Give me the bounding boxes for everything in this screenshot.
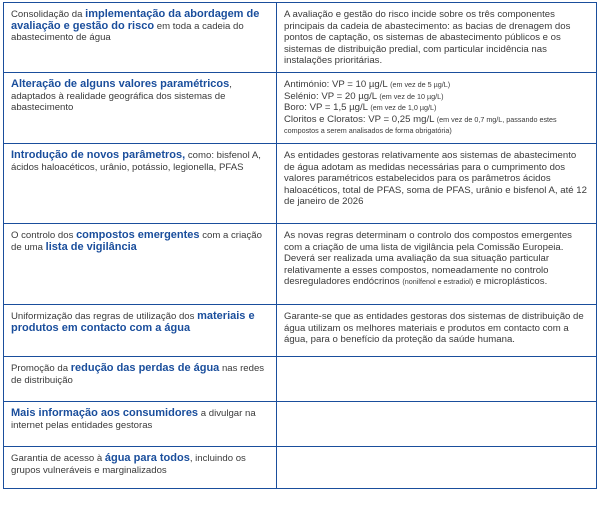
highlighted-text: Introdução de novos parâmetros, — [11, 149, 186, 161]
highlighted-text: Alteração de alguns valores paramétricos — [11, 78, 230, 90]
table-row — [4, 144, 597, 224]
body-text: Garantia de acesso à — [11, 453, 105, 464]
measure-cell — [4, 144, 277, 224]
description-cell — [277, 447, 597, 489]
measure-cell — [4, 447, 277, 489]
body-text: Uniformização das regras de utilização dos — [11, 311, 198, 322]
parameter-line — [284, 79, 589, 91]
measure-cell — [4, 3, 277, 73]
parameter-line — [284, 114, 589, 137]
measure-cell — [4, 305, 277, 357]
measure-cell — [4, 73, 277, 144]
table-row — [4, 447, 597, 489]
body-text: Cloritos e Cloratos: VP = 0,25 mg/L — [284, 113, 437, 125]
highlighted-text: redução das perdas de água — [70, 362, 220, 374]
table-row — [4, 3, 597, 73]
table-row — [4, 224, 597, 305]
note-text: (em vez de 10 µg/L) — [379, 91, 444, 101]
body-text: Antimónio: VP = 10 µg/L — [284, 79, 391, 90]
body-text: , incluindo os grupos vulneráveis e marginalizados — [11, 453, 246, 476]
body-text: a divulgar na internet pelas entidades gestoras — [11, 408, 256, 431]
table-row — [4, 73, 597, 144]
body-text: Promoção da — [11, 363, 71, 374]
body-text: O controlo dos — [11, 230, 77, 241]
highlighted-text: materiais e produtos em contacto com a água — [11, 310, 255, 334]
body-text: como: bisfenol A, ácidos haloacéticos, urânio, potássio, legionella, PFAS — [11, 150, 261, 173]
description-cell — [277, 305, 597, 357]
table-row — [4, 305, 597, 357]
body-text: nas redes de distribuição — [11, 363, 265, 386]
description-cell — [277, 357, 597, 402]
table-body — [4, 3, 597, 489]
body-text: As entidades gestoras relativamente aos sistemas de abastecimento de água adotam as medidas necessárias para o cumprimento dos valores paramétricos estabelecidos para os parâmetros ácidos haloacéticos, total de PFAS, soma de PFAS, urânio e bisfenol A, até 12 de janeiro de 2026 — [284, 150, 587, 208]
description-cell — [277, 224, 597, 305]
measure-cell — [4, 224, 277, 305]
note-text: (em vez de 1,0 µg/L) — [370, 103, 437, 113]
body-text: A avaliação e gestão do risco incide sobre os três componentes principais da cadeia de abastecimento: as bacias de drenagem dos pontos de captação, os sistemas de abastecimento públicos e os sistemas de distribuição predial, com particular incidência nas instalações prioritárias. — [284, 9, 571, 67]
highlighted-text: água para todos — [104, 452, 190, 464]
body-text: , adaptados à realidade geográfica dos sistemas de abastecimento — [11, 79, 232, 114]
body-text: Boro: VP = 1,5 µg/L — [284, 102, 371, 114]
body-text: em toda a cadeia do abastecimento de água — [11, 20, 244, 44]
description-cell — [277, 144, 597, 224]
highlighted-text: lista de vigilância — [45, 240, 137, 253]
measure-cell — [4, 357, 277, 402]
highlighted-text: implementação da abordagem de avaliação e gestão do risco — [11, 8, 260, 32]
highlighted-text: Mais informação aos consumidores — [11, 407, 199, 419]
note-text: (em vez de 5 µg/L) — [390, 80, 451, 89]
measure-cell — [4, 402, 277, 447]
table-row — [4, 402, 597, 447]
description-cell — [277, 402, 597, 447]
body-text: com a criação de uma — [11, 230, 262, 253]
note-text: (em vez de 0,7 mg/L, passando estes compostos a serem analisados de forma obrigatória) — [284, 114, 557, 136]
body-text: Consolidação da — [11, 9, 86, 20]
description-cell — [277, 73, 597, 144]
body-text: As novas regras determinam o controlo dos compostos emergentes com a criação de uma lista de vigilância pela Comissão Europeia. Deverá ser realizada uma avaliação da sua situação particular relativamente a esses compostos, nomeadamente no controlo desreguladores endócrinos — [284, 230, 572, 288]
parameter-line — [284, 102, 589, 114]
body-text: Selénio: VP = 20 µg/L — [284, 90, 380, 102]
body-text: Garante-se que as entidades gestoras dos sistemas de distribuição de água utilizam os melhores materiais e produtos em contacto com a água, para o benefício da proteção da saúde humana. — [284, 311, 584, 346]
table-row — [4, 357, 597, 402]
water-directive-table — [3, 2, 597, 489]
highlighted-text: compostos emergentes — [76, 229, 200, 241]
body-text: e microplásticos. — [473, 276, 548, 288]
note-text: (nonilfenol e estradiol) — [402, 277, 474, 287]
parameter-line — [284, 91, 589, 103]
description-cell — [277, 3, 597, 73]
